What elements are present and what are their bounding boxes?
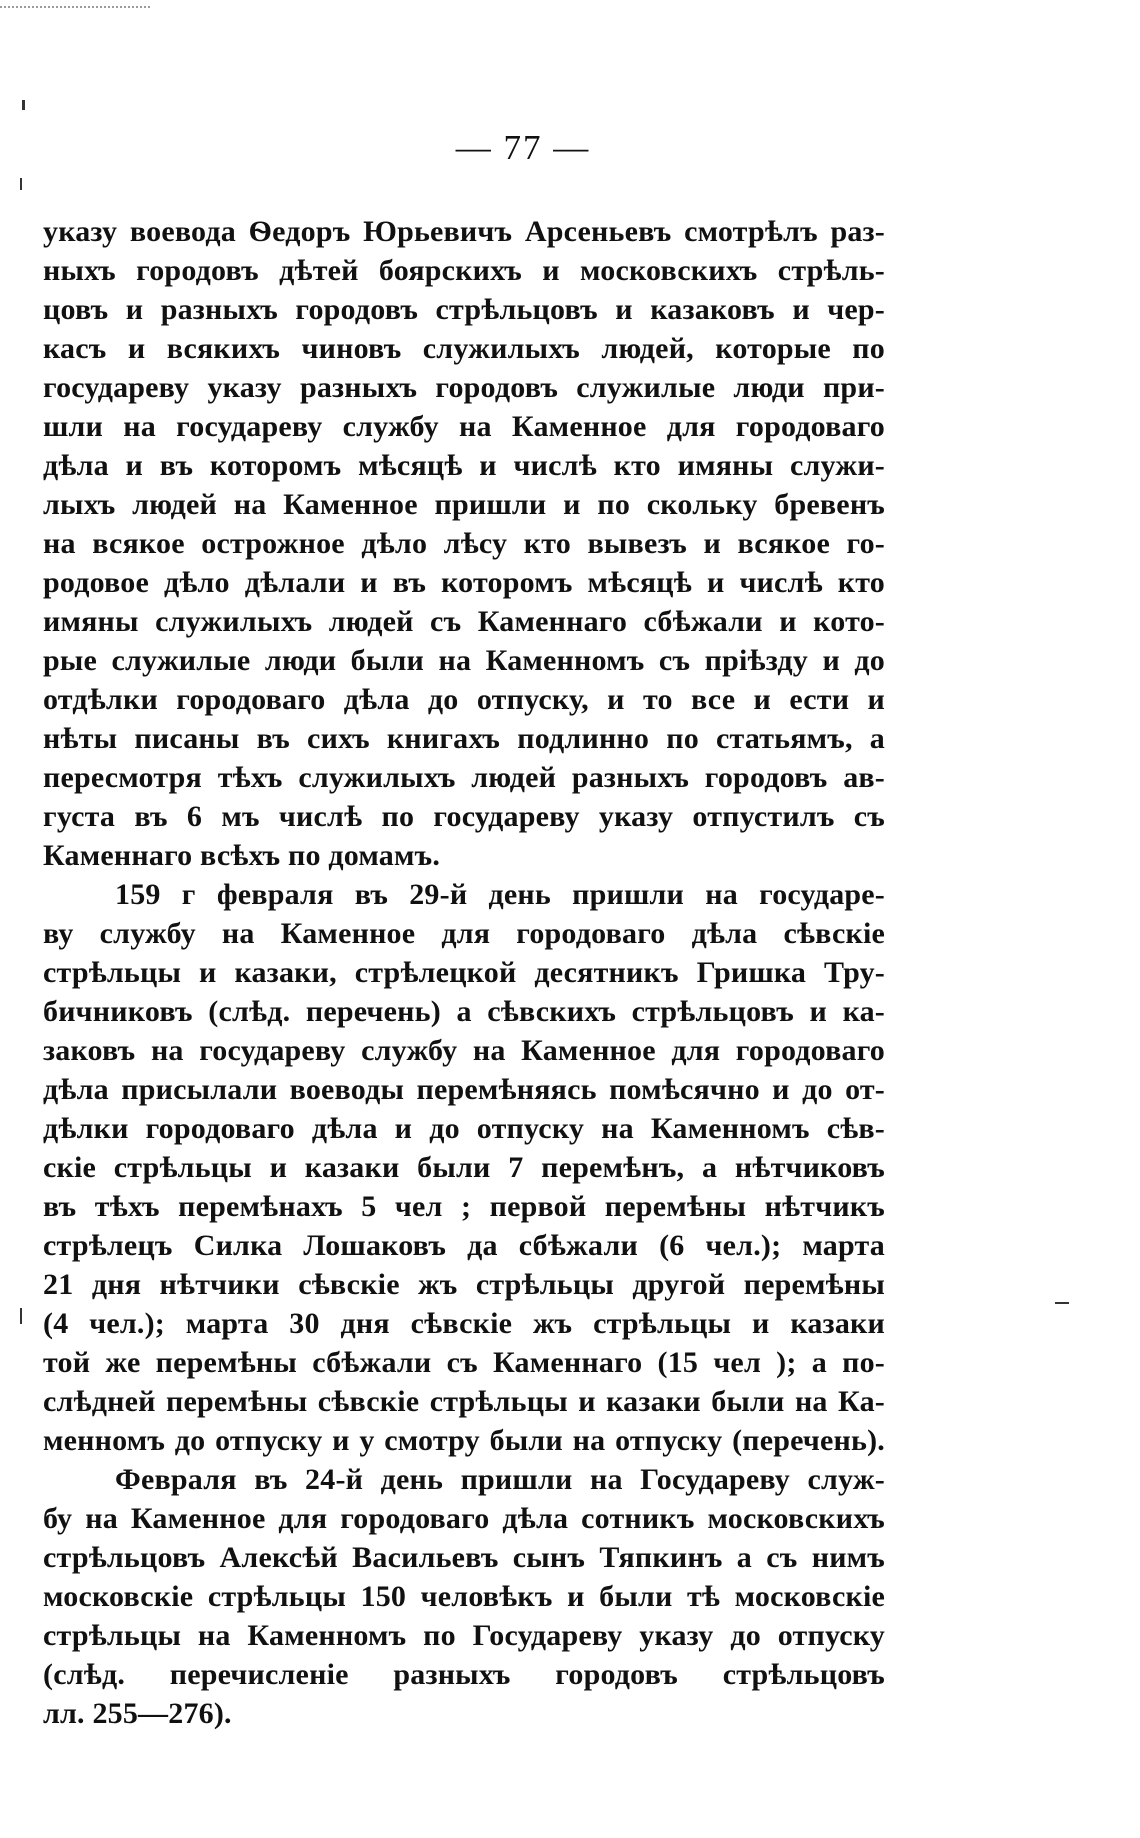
text-line: рые служилые люди были на Каменномъ съ пріѣзду и до [43,644,885,677]
text-line: бичниковъ (слѣд. перечень) а сѣвскихъ стрѣльцовъ и ка- [43,995,885,1028]
text-line: московскіе стрѣльцы 150 человѣкъ и были тѣ московскіе [43,1580,885,1613]
text-line: менномъ до отпуску и у смотру были на отпуску (перечень). [43,1424,885,1457]
text-line: стрѣлецъ Силка Лошаковъ да сбѣжали (6 чел.); марта [43,1229,885,1262]
scan-top-rule [0,6,150,8]
page-body-text [43,212,885,1733]
text-line: слѣдней перемѣны сѣвскіе стрѣльцы и казаки были на Ка- [43,1385,885,1418]
text-line: лл. 255—276). [43,1697,232,1730]
paragraph-start-line: 159 г февраля въ 29-й день пришли на государе- [115,878,885,911]
text-line: заковъ на государеву службу на Каменное для городоваго [43,1034,885,1067]
text-line: въ тѣхъ перемѣнахъ 5 чел ; первой перемѣны нѣтчикъ [43,1190,885,1223]
text-line: на всякое острожное дѣло лѣсу кто вывезъ и всякое го- [43,527,885,560]
text-line: нѣты писаны въ сихъ книгахъ подлинно по статьямъ, а [43,722,885,755]
page-number: — 77 — [455,128,591,167]
text-line: (4 чел.); марта 30 дня сѣвскіе жъ стрѣльцы и казаки [43,1307,885,1340]
text-line: ныхъ городовъ дѣтей боярскихъ и московскихъ стрѣль- [43,254,885,287]
scan-speck [1055,1302,1069,1304]
text-line: дѣлки городоваго дѣла и до отпуску на Каменномъ сѣв- [43,1112,885,1145]
text-line: указу воевода Ѳедоръ Юрьевичъ Арсеньевъ смотрѣлъ раз- [43,215,885,248]
text-line: стрѣльцовъ Алексѣй Васильевъ сынъ Тяпкинъ а съ нимъ [43,1541,885,1574]
text-line: родовое дѣло дѣлали и въ которомъ мѣсяцѣ и числѣ кто [43,566,885,599]
text-line: касъ и всякихъ чиновъ служилыхъ людей, которые по [43,332,885,365]
scan-speck [22,100,25,110]
text-line: дѣла присылали воеводы перемѣняясь помѣсячно и до от- [43,1073,885,1106]
text-line: стрѣльцы и казаки, стрѣлецкой десятникъ Гришка Тру- [43,956,885,989]
text-line: цовъ и разныхъ городовъ стрѣльцовъ и казаковъ и чер- [43,293,885,326]
paragraph-start-line: Февраля въ 24-й день пришли на Государеву служ- [115,1463,885,1496]
text-line: стрѣльцы на Каменномъ по Государеву указу до отпуску [43,1619,885,1652]
text-line: бу на Каменное для городоваго дѣла сотникъ московскихъ [43,1502,885,1535]
text-line: 21 дня нѣтчики сѣвскіе жъ стрѣльцы другой перемѣны [43,1268,885,1301]
text-line: шли на государеву службу на Каменное для городоваго [43,410,885,443]
text-line: пересмотря тѣхъ служилыхъ людей разныхъ городовъ ав- [43,761,885,794]
text-line: Каменнаго всѣхъ по домамъ. [43,839,441,872]
text-line: лыхъ людей на Каменное пришли и по скольку бревенъ [43,488,885,521]
text-line: скіе стрѣльцы и казаки были 7 перемѣнъ, а нѣтчиковъ [43,1151,885,1184]
text-line: имяны служилыхъ людей съ Каменнаго сбѣжали и кото- [43,605,885,638]
text-line: той же перемѣны сбѣжали съ Каменнаго (15 чел ); а по- [43,1346,885,1379]
text-line: государеву указу разныхъ городовъ служилые люди при- [43,371,885,404]
text-line: отдѣлки городоваго дѣла до отпуску, и то все и ести и [43,683,885,716]
text-line: (слѣд. перечисленіе разныхъ городовъ стрѣльцовъ [43,1658,885,1691]
text-line: ву службу на Каменное для городоваго дѣла сѣвскіе [43,917,885,950]
scan-speck [20,178,22,190]
text-line: густа въ 6 мъ числѣ по государеву указу отпустилъ съ [43,800,885,833]
text-line: дѣла и въ которомъ мѣсяцѣ и числѣ кто имяны служи- [43,449,885,482]
scan-speck [20,1308,22,1324]
